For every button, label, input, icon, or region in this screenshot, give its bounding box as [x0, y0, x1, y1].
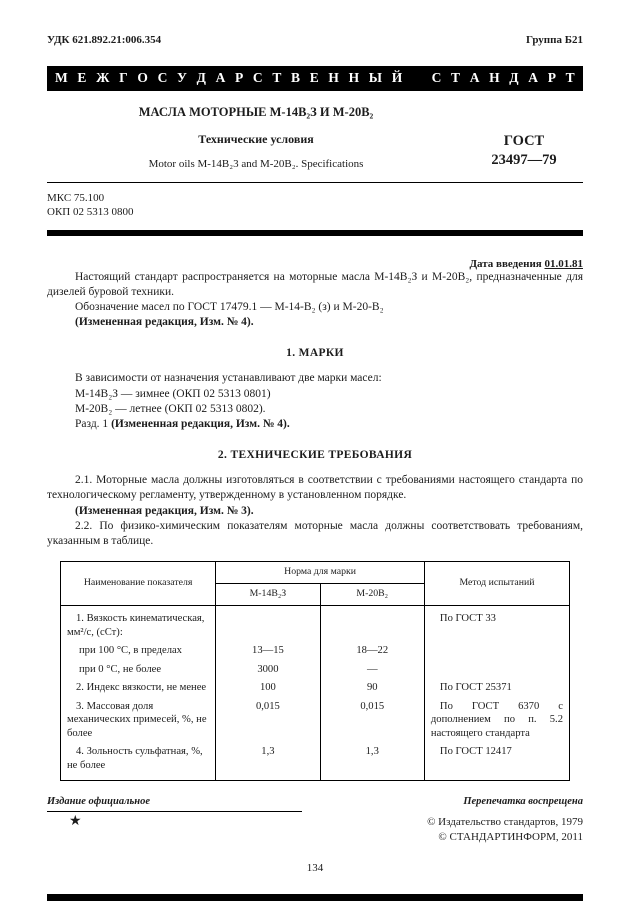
page-number: 134 — [306, 862, 324, 874]
section-1-line-1: В зависимости от назначения устанавливают две марки масел: — [75, 372, 382, 385]
row-value-m20: 90 — [320, 679, 424, 698]
date-value: 01.01.81 — [544, 257, 583, 270]
document-title: МАСЛА МОТОРНЫЕ М-14В₂З И М-20В₂ — [138, 105, 374, 119]
copyright-line-2: © СТАНДАРТИНФОРМ, 2011 — [438, 831, 583, 844]
row-value-m20: — — [320, 661, 424, 680]
document-title-english: Motor oils M-14B₂3 and M-20B₂. Specifications — [148, 158, 364, 170]
designation-paragraph: Обозначение масел по ГОСТ 17479.1 — М-14-В₂ (з) и М-20-В₂ — [75, 300, 384, 313]
introduction-date — [47, 258, 583, 270]
table-row — [61, 743, 570, 781]
amendment-note-intro: (Измененная редакция, Изм. № 4). — [75, 316, 254, 329]
section-1-line-4-prefix: Разд. 1 — [75, 417, 112, 430]
section-2-heading: 2. ТЕХНИЧЕСКИЕ ТРЕБОВАНИЯ — [217, 449, 413, 462]
top-row — [47, 34, 583, 46]
banner-text: М Е Ж Г О С У Д А Р С Т В Е Н Н Ы Й С Т А Н Д А Р Т — [55, 70, 575, 85]
amendment-note-section-2: (Измененная редакция, Изм. № 3). — [75, 504, 254, 517]
row-value-m14: 0,015 — [216, 698, 320, 744]
header-rule — [47, 182, 583, 183]
row-name: при 0 °С, не более — [61, 661, 216, 680]
gost-number: 23497—79 — [491, 152, 557, 169]
paragraph-2-2: 2.2. По физико-химическим показателям моторные масла должны соответствовать требованиям, указанным в таблице. — [47, 519, 583, 547]
section-1-line-4 — [47, 417, 583, 432]
standard-type-banner — [47, 66, 583, 91]
row-method: По ГОСТ 12417 — [424, 743, 569, 781]
document-subtitle: Технические условия — [198, 132, 314, 146]
table-header-method: Метод испытаний — [424, 562, 569, 606]
row-value-m20: 0,015 — [320, 698, 424, 744]
row-name: при 100 °С, в пределах — [61, 642, 216, 661]
gost-number-block — [465, 132, 583, 170]
document-body — [47, 270, 583, 782]
table-row — [61, 642, 570, 661]
group-code: Группа Б21 — [526, 34, 583, 46]
row-method: По ГОСТ 6370 с дополнением по п. 5.2 настоящего стандарта — [424, 698, 569, 744]
row-method: По ГОСТ 25371 — [424, 679, 569, 698]
table-header-name: Наименование показателя — [61, 562, 216, 606]
table-row — [61, 679, 570, 698]
okp-code: ОКП 02 5313 0800 — [47, 206, 134, 219]
table-header-m20: М-20В₂ — [320, 584, 424, 606]
footer-rule — [47, 811, 302, 812]
section-1-line-3: М-20В₂ — летнее (ОКП 02 5313 0802). — [75, 402, 266, 415]
table-row — [61, 661, 570, 680]
title-block — [47, 105, 583, 170]
row-method — [424, 661, 569, 680]
paragraph-2-1: 2.1. Моторные масла должны изготовляться в соответствии с требованиями настоящего стандарта по технологическому регламенту, утвержденному в установленном порядке. — [47, 474, 583, 502]
table-row — [61, 698, 570, 744]
intro-paragraph: Настоящий стандарт распространяется на моторные масла М-14В₂З и М-20В₂, предназначенные для дизелей буровой техники. — [47, 270, 583, 298]
reprint-forbidden-label: Перепечатка воспрещена — [463, 796, 583, 808]
separator-bar-top — [47, 230, 583, 236]
row-value-m14 — [216, 606, 320, 643]
mks-code: МКС 75.100 — [47, 192, 105, 204]
section-1-line-2: М-14В₂З — зимнее (ОКП 02 5313 0801) — [75, 387, 271, 400]
row-value-m20 — [320, 606, 424, 643]
section-1-heading: 1. МАРКИ — [286, 347, 344, 360]
star-icon: ★ — [69, 814, 82, 830]
row-name: 3. Массовая доля механических примесей, %, не более — [61, 698, 216, 744]
table-header-m14: М-14В₂З — [216, 584, 320, 606]
row-name: 2. Индекс вязкости, не менее — [61, 679, 216, 698]
row-name: 1. Вязкость кинематическая, мм²/с, (сСт): — [61, 606, 216, 643]
table-header-norm: Норма для марки — [216, 562, 425, 584]
amendment-note-section-1: (Измененная редакция, Изм. № 4). — [111, 417, 290, 430]
row-value-m14: 3000 — [216, 661, 320, 680]
classification-codes — [47, 191, 583, 220]
date-label: Дата введения — [469, 257, 542, 270]
table-row — [61, 606, 570, 643]
row-method: По ГОСТ 33 — [424, 606, 569, 643]
footer-middle — [47, 815, 583, 845]
copyright-line-1: © Издательство стандартов, 1979 — [427, 816, 583, 829]
row-method — [424, 642, 569, 661]
official-edition-label: Издание официальное — [47, 796, 151, 808]
gost-label: ГОСТ — [503, 133, 545, 150]
footer-notices — [47, 796, 583, 807]
row-value-m20: 1,3 — [320, 743, 424, 781]
row-value-m14: 13—15 — [216, 642, 320, 661]
row-value-m14: 1,3 — [216, 743, 320, 781]
title-main — [47, 105, 465, 170]
row-value-m14: 100 — [216, 679, 320, 698]
udk-code: УДК 621.892.21:006.354 — [47, 34, 162, 46]
specifications-table — [60, 561, 570, 781]
copyright-block — [427, 815, 583, 845]
row-name: 4. Зольность сульфатная, %, не более — [61, 743, 216, 781]
separator-bar-bottom — [47, 894, 583, 901]
row-value-m20: 18—22 — [320, 642, 424, 661]
